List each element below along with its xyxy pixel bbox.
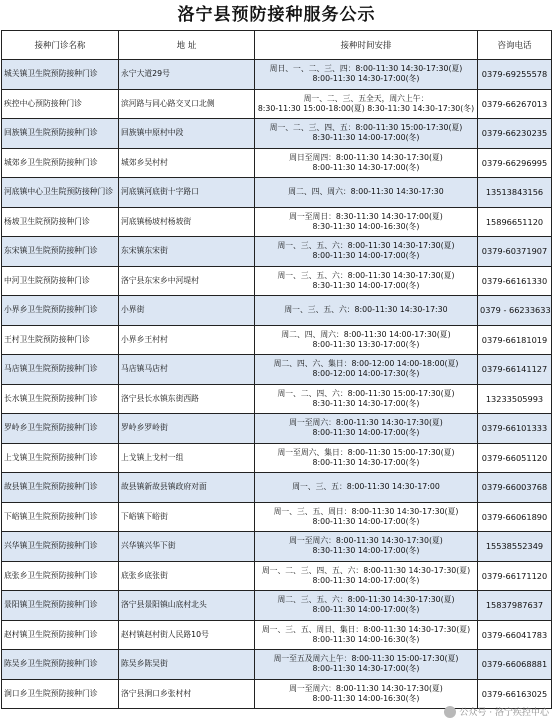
address-cell-line: 故县镇新故县镇政府对面 bbox=[121, 482, 207, 492]
phone-cell-line: 0379-66171120 bbox=[481, 570, 548, 581]
table-row bbox=[2, 650, 552, 680]
address-cell-line: 小界乡王村村 bbox=[121, 334, 168, 344]
address-cell-line: 上戈镇上戈村一组 bbox=[121, 452, 184, 462]
clinic-name-cell-line: 小界乡卫生院预防接种门诊 bbox=[4, 305, 98, 315]
clinic-name-cell-line: 涧口乡卫生院预防接种门诊 bbox=[4, 688, 98, 698]
phone-cell bbox=[478, 60, 552, 90]
schedule-cell-line: 周二、四、周六：8:00-11:30 14:30-17:30 bbox=[288, 187, 444, 197]
schedule-cell-line: 8:00-11:30 14:00-16:30(冬) bbox=[312, 634, 420, 644]
schedule-cell bbox=[255, 148, 478, 178]
schedule-cell bbox=[255, 355, 478, 385]
address-cell-line: 洛宁县景阳镇山底村北头 bbox=[121, 600, 207, 610]
table-row bbox=[2, 561, 552, 591]
phone-cell-line: 0379-66163025 bbox=[481, 688, 548, 699]
schedule-cell-line: 8:00-11:30 14:00-17:00(冬) bbox=[312, 575, 420, 585]
schedule-cell-line: 周一至周六：8:00-11:30 14:30-17:30(夏) bbox=[289, 418, 443, 428]
phone-cell-line: 15538552349 bbox=[485, 541, 544, 552]
phone-cell bbox=[478, 207, 552, 237]
schedule-cell bbox=[255, 207, 478, 237]
address-cell-line: 小界街 bbox=[121, 305, 145, 315]
schedule-cell-line: 8:00-11:30 13:30-17:00(冬) bbox=[312, 339, 420, 349]
clinic-name-cell bbox=[2, 60, 119, 90]
phone-cell-line: 0379-66051120 bbox=[481, 452, 548, 463]
table-row bbox=[2, 473, 552, 503]
clinic-name-cell-line: 故县镇卫生院预防接种门诊 bbox=[4, 482, 98, 492]
schedule-cell bbox=[255, 325, 478, 355]
wechat-icon bbox=[444, 706, 456, 718]
phone-cell-line: 0379-66041783 bbox=[481, 629, 548, 640]
schedule-cell-line: 周一、三、五、六：8:00-11:30 14:30-17:30(夏) bbox=[277, 241, 455, 251]
header-address: 地 址 bbox=[119, 31, 255, 60]
table-row bbox=[2, 502, 552, 532]
clinic-name-cell-line: 城关镇卫生院预防接种门诊 bbox=[4, 69, 98, 79]
schedule-cell bbox=[255, 561, 478, 591]
phone-cell-line: 0379-66061890 bbox=[481, 511, 548, 522]
address-cell bbox=[119, 414, 255, 444]
table-row bbox=[2, 119, 552, 149]
address-cell bbox=[119, 355, 255, 385]
clinic-name-cell bbox=[2, 207, 119, 237]
address-cell-line: 兴华镇兴华下街 bbox=[121, 541, 176, 551]
address-cell bbox=[119, 473, 255, 503]
table-row bbox=[2, 60, 552, 90]
phone-cell bbox=[478, 650, 552, 680]
schedule-cell bbox=[255, 443, 478, 473]
table-row bbox=[2, 237, 552, 267]
schedule-cell bbox=[255, 650, 478, 680]
clinic-name-cell-line: 回族镇卫生院预防接种门诊 bbox=[4, 128, 98, 138]
phone-cell bbox=[478, 148, 552, 178]
phone-cell-line: 0379 - 66233633 bbox=[480, 305, 551, 316]
table-row bbox=[2, 532, 552, 562]
phone-cell-line: 0379-66296995 bbox=[481, 157, 548, 168]
clinic-name-cell bbox=[2, 119, 119, 149]
schedule-cell-line: 8:30-11:30 15:00-18:00(夏) 8:30-11:30 14:30-17:30(冬) bbox=[257, 103, 475, 113]
clinic-name-cell-line: 马店镇卫生院预防接种门诊 bbox=[4, 364, 98, 374]
schedule-cell-line: 周一、二、三、四、五、六：8:00-11:30 14:30-17:30(夏) bbox=[261, 565, 471, 575]
schedule-cell-line: 周一、二、四、六：8:00-11:30 15:00-17:30(夏) bbox=[277, 388, 455, 398]
clinic-name-cell-line: 底张乡卫生院预防接种门诊 bbox=[4, 570, 98, 580]
clinic-name-cell-line: 东宋镇卫生院预防接种门诊 bbox=[4, 246, 98, 256]
phone-cell bbox=[478, 89, 552, 119]
phone-cell bbox=[478, 532, 552, 562]
schedule-cell-line: 周一、三、五、六：8:00-11:30 14:30-17:30(夏) bbox=[277, 270, 455, 280]
schedule-cell bbox=[255, 473, 478, 503]
phone-cell bbox=[478, 384, 552, 414]
header-phone: 咨询电话 bbox=[478, 31, 552, 60]
clinic-name-cell-line: 长水镇卫生院预防接种门诊 bbox=[4, 393, 98, 403]
schedule-cell bbox=[255, 384, 478, 414]
schedule-cell-line: 周一、三、五、六：8:00-11:30 14:30-17:30 bbox=[284, 305, 448, 315]
address-cell bbox=[119, 325, 255, 355]
address-cell bbox=[119, 502, 255, 532]
phone-cell bbox=[478, 414, 552, 444]
phone-cell-line: 15896651120 bbox=[485, 216, 544, 227]
clinic-name-cell-line: 上戈镇卫生院预防接种门诊 bbox=[4, 452, 98, 462]
table-row bbox=[2, 148, 552, 178]
phone-cell bbox=[478, 296, 552, 326]
schedule-cell-line: 8:00-11:30 14:30-17:00(冬) bbox=[312, 162, 420, 172]
clinic-name-cell bbox=[2, 296, 119, 326]
clinic-name-cell-line: 陈吴乡卫生院预防接种门诊 bbox=[4, 659, 98, 669]
address-cell bbox=[119, 207, 255, 237]
clinic-name-cell-line: 杨坡卫生院预防接种门诊 bbox=[4, 216, 90, 226]
address-cell-line: 滨河路与同心路交叉口北侧 bbox=[121, 98, 215, 108]
phone-cell bbox=[478, 237, 552, 267]
address-cell bbox=[119, 620, 255, 650]
header-clinic-name: 接种门诊名称 bbox=[2, 31, 119, 60]
clinic-name-cell bbox=[2, 443, 119, 473]
phone-cell-line: 15837987637 bbox=[485, 600, 544, 611]
address-cell bbox=[119, 237, 255, 267]
address-cell bbox=[119, 384, 255, 414]
address-cell-line: 洛宁县东宋乡中河堤村 bbox=[121, 275, 199, 285]
schedule-cell-line: 8:30-11:30 14:00-16:30(冬) bbox=[312, 221, 420, 231]
table-row bbox=[2, 266, 552, 296]
schedule-cell-line: 8:00-11:30 14:00-17:00(冬) bbox=[312, 251, 420, 261]
table-row bbox=[2, 207, 552, 237]
schedule-cell-line: 周二、四、六、集日：8:00-12:00 14:00-18:00(夏) bbox=[273, 359, 459, 369]
address-cell-line: 罗岭乡罗岭街 bbox=[121, 423, 168, 433]
clinic-name-cell bbox=[2, 620, 119, 650]
clinic-name-cell bbox=[2, 148, 119, 178]
watermark-text: 公众号 · 洛宁疾控中心 bbox=[459, 708, 549, 718]
clinic-name-cell bbox=[2, 532, 119, 562]
schedule-cell-line: 周二、三、五、六：8:00-11:30 14:30-17:30(夏) bbox=[277, 595, 455, 605]
phone-cell-line: 0379-69255578 bbox=[481, 69, 548, 80]
phone-cell bbox=[478, 473, 552, 503]
schedule-cell-line: 8:30-11:30 14:00-17:00(冬) bbox=[312, 133, 420, 143]
schedule-cell-line: 周一、二、三、五全天，周六上午： bbox=[303, 93, 429, 103]
schedule-cell-line: 8:30-11:30 14:00-17:00(冬) bbox=[312, 280, 420, 290]
schedule-cell-line: 8:00-11:30 14:00-16:30(冬) bbox=[312, 693, 420, 703]
address-cell-line: 河底镇河底街十字路口 bbox=[121, 187, 199, 197]
schedule-cell-line: 8:00-11:30 14:30-17:00(冬) bbox=[312, 664, 420, 674]
schedule-cell-line: 8:00-12:00 14:00-17:30(冬) bbox=[312, 369, 420, 379]
clinic-name-cell bbox=[2, 502, 119, 532]
address-cell-line: 马店镇马店村 bbox=[121, 364, 168, 374]
clinic-name-cell bbox=[2, 473, 119, 503]
schedule-cell-line: 周一至周六、集日：8:00-11:30 15:00-17:30(夏) bbox=[277, 447, 455, 457]
table-row bbox=[2, 384, 552, 414]
phone-cell-line: 0379-66230235 bbox=[481, 128, 548, 139]
address-cell bbox=[119, 591, 255, 621]
schedule-cell bbox=[255, 620, 478, 650]
address-cell bbox=[119, 650, 255, 680]
table-row bbox=[2, 443, 552, 473]
address-cell-line: 底张乡底张街 bbox=[121, 570, 168, 580]
schedule-cell-line: 周二、四、周六：8:00-11:30 14:00-17:30(夏) bbox=[281, 329, 451, 339]
header-schedule: 接种时间安排 bbox=[255, 31, 478, 60]
phone-cell bbox=[478, 355, 552, 385]
table-row bbox=[2, 414, 552, 444]
schedule-cell-line: 8:00-11:30 14:00-17:00(冬) bbox=[312, 516, 420, 526]
address-cell-line: 城郊乡吴村村 bbox=[121, 157, 168, 167]
clinic-name-cell-line: 河底镇中心卫生院预防接种门诊 bbox=[4, 187, 114, 197]
clinic-name-cell-line: 兴华镇卫生院预防接种门诊 bbox=[4, 541, 98, 551]
phone-cell-line: 0379-60371907 bbox=[481, 246, 548, 257]
schedule-cell-line: 8:00-11:30 14:30-17:00(冬) bbox=[312, 457, 420, 467]
address-cell-line: 东宋镇东宋街 bbox=[121, 246, 168, 256]
schedule-cell bbox=[255, 178, 478, 208]
schedule-cell-line: 周一至周六：8:00-11:30 14:30-17:30(夏) bbox=[289, 536, 443, 546]
schedule-cell bbox=[255, 119, 478, 149]
phone-cell-line: 0379-66181019 bbox=[481, 334, 548, 345]
clinic-name-cell-line: 城郊乡卫生院预防接种门诊 bbox=[4, 157, 98, 167]
schedule-cell-line: 8:00-11:30 14:00-17:00(冬) bbox=[312, 605, 420, 615]
address-cell bbox=[119, 60, 255, 90]
address-cell-line: 赵村镇赵村街人民路10号 bbox=[121, 629, 209, 639]
clinic-name-cell-line: 王村卫生院预防接种门诊 bbox=[4, 334, 90, 344]
clinic-name-cell bbox=[2, 384, 119, 414]
page-title: 洛宁县预防接种服务公示 bbox=[177, 5, 376, 25]
clinic-name-cell-line: 中河卫生院预防接种门诊 bbox=[4, 275, 90, 285]
schedule-cell-line: 周一、二、三、四、五：8:00-11:30 15:00-17:30(夏) bbox=[269, 123, 463, 133]
schedule-cell-line: 8:00-11:30 14:00-17:00(冬) bbox=[312, 428, 420, 438]
schedule-cell-line: 8:30-11:30 14:00-17:00(冬) bbox=[312, 546, 420, 556]
clinic-name-cell bbox=[2, 89, 119, 119]
schedule-cell-line: 周一、三、五、周日：8:00-11:30 14:30-17:30(夏) bbox=[273, 506, 459, 516]
phone-cell-line: 0379-66267013 bbox=[481, 98, 548, 109]
address-cell-line: 回族镇中原村中段 bbox=[121, 128, 184, 138]
clinic-name-cell bbox=[2, 355, 119, 385]
schedule-cell-line: 8:00-11:30 14:30-17:00(冬) bbox=[312, 74, 420, 84]
clinic-name-cell-line: 赵村镇卫生院预防接种门诊 bbox=[4, 629, 98, 639]
schedule-cell-line: 周日至周四：8:00-11:30 14:30-17:30(夏) bbox=[289, 152, 443, 162]
address-cell-line: 洛宁县涧口乡张村村 bbox=[121, 688, 192, 698]
clinic-name-cell bbox=[2, 178, 119, 208]
address-cell bbox=[119, 119, 255, 149]
schedule-cell-line: 周日、一、二、三、四：8:00-11:30 14:30-17:30(夏) bbox=[269, 64, 463, 74]
phone-cell bbox=[478, 502, 552, 532]
phone-cell-line: 0379-66101333 bbox=[481, 423, 548, 434]
clinic-name-cell-line: 疾控中心预防接种门诊 bbox=[4, 98, 82, 108]
address-cell bbox=[119, 443, 255, 473]
address-cell bbox=[119, 266, 255, 296]
address-cell-line: 陈吴乡陈吴街 bbox=[121, 659, 168, 669]
phone-cell bbox=[478, 620, 552, 650]
address-cell bbox=[119, 178, 255, 208]
address-cell bbox=[119, 89, 255, 119]
table-row bbox=[2, 591, 552, 621]
schedule-cell bbox=[255, 502, 478, 532]
schedule-cell-line: 周一、三、五、周日、集日：8:00-11:30 14:30-17:30(夏) bbox=[261, 624, 471, 634]
address-cell bbox=[119, 296, 255, 326]
schedule-cell-line: 周一、三、五：8:00-11:30 14:30-17:00 bbox=[292, 482, 440, 492]
watermark bbox=[444, 705, 549, 718]
phone-cell bbox=[478, 119, 552, 149]
phone-cell-line: 0379-66161330 bbox=[481, 275, 548, 286]
table-row bbox=[2, 178, 552, 208]
clinic-name-cell bbox=[2, 679, 119, 709]
clinic-table bbox=[1, 30, 552, 709]
address-cell bbox=[119, 561, 255, 591]
table-header-row bbox=[2, 31, 552, 60]
clinic-name-cell-line: 景阳镇卫生院预防接种门诊 bbox=[4, 600, 98, 610]
schedule-cell bbox=[255, 296, 478, 326]
schedule-cell bbox=[255, 591, 478, 621]
schedule-cell bbox=[255, 414, 478, 444]
phone-cell bbox=[478, 591, 552, 621]
table-row bbox=[2, 89, 552, 119]
address-cell-line: 河底镇杨坡村杨坡街 bbox=[121, 216, 192, 226]
address-cell bbox=[119, 148, 255, 178]
clinic-name-cell bbox=[2, 237, 119, 267]
phone-cell bbox=[478, 178, 552, 208]
clinic-name-cell bbox=[2, 591, 119, 621]
schedule-cell bbox=[255, 532, 478, 562]
phone-cell bbox=[478, 325, 552, 355]
schedule-cell bbox=[255, 89, 478, 119]
address-cell-line: 下峪镇下峪街 bbox=[121, 511, 168, 521]
clinic-name-cell bbox=[2, 325, 119, 355]
address-cell-line: 洛宁县长水镇东街西路 bbox=[121, 393, 199, 403]
phone-cell bbox=[478, 266, 552, 296]
address-cell bbox=[119, 679, 255, 709]
schedule-cell bbox=[255, 237, 478, 267]
table-row bbox=[2, 355, 552, 385]
phone-cell-line: 13513843156 bbox=[485, 187, 544, 198]
schedule-cell-line: 8:30-11:30 14:30-17:00(冬) bbox=[312, 398, 420, 408]
schedule-cell bbox=[255, 60, 478, 90]
phone-cell bbox=[478, 443, 552, 473]
schedule-cell bbox=[255, 266, 478, 296]
phone-cell-line: 0379-66068881 bbox=[481, 659, 548, 670]
table-row bbox=[2, 620, 552, 650]
schedule-cell-line: 周一至周日：8:30-11:30 14:30-17:00(夏) bbox=[289, 211, 443, 221]
clinic-name-cell bbox=[2, 561, 119, 591]
phone-cell-line: 0379-66003768 bbox=[481, 482, 548, 493]
phone-cell-line: 13233505993 bbox=[485, 393, 544, 404]
table-row bbox=[2, 296, 552, 326]
clinic-name-cell bbox=[2, 650, 119, 680]
phone-cell bbox=[478, 561, 552, 591]
clinic-name-cell bbox=[2, 414, 119, 444]
clinic-name-cell bbox=[2, 266, 119, 296]
schedule-cell-line: 周一至周六：8:00-11:30 14:30-17:30(夏) bbox=[289, 683, 443, 693]
clinic-name-cell-line: 下峪镇卫生院预防接种门诊 bbox=[4, 511, 98, 521]
address-cell bbox=[119, 532, 255, 562]
schedule-cell-line: 周一至五及周六上午：8:00-11:30 15:00-17:30(夏) bbox=[273, 654, 459, 664]
phone-cell-line: 0379-66141127 bbox=[481, 364, 548, 375]
clinic-name-cell-line: 罗岭乡卫生院预防接种门诊 bbox=[4, 423, 98, 433]
address-cell-line: 永宁大道29号 bbox=[121, 69, 170, 79]
table-row bbox=[2, 325, 552, 355]
